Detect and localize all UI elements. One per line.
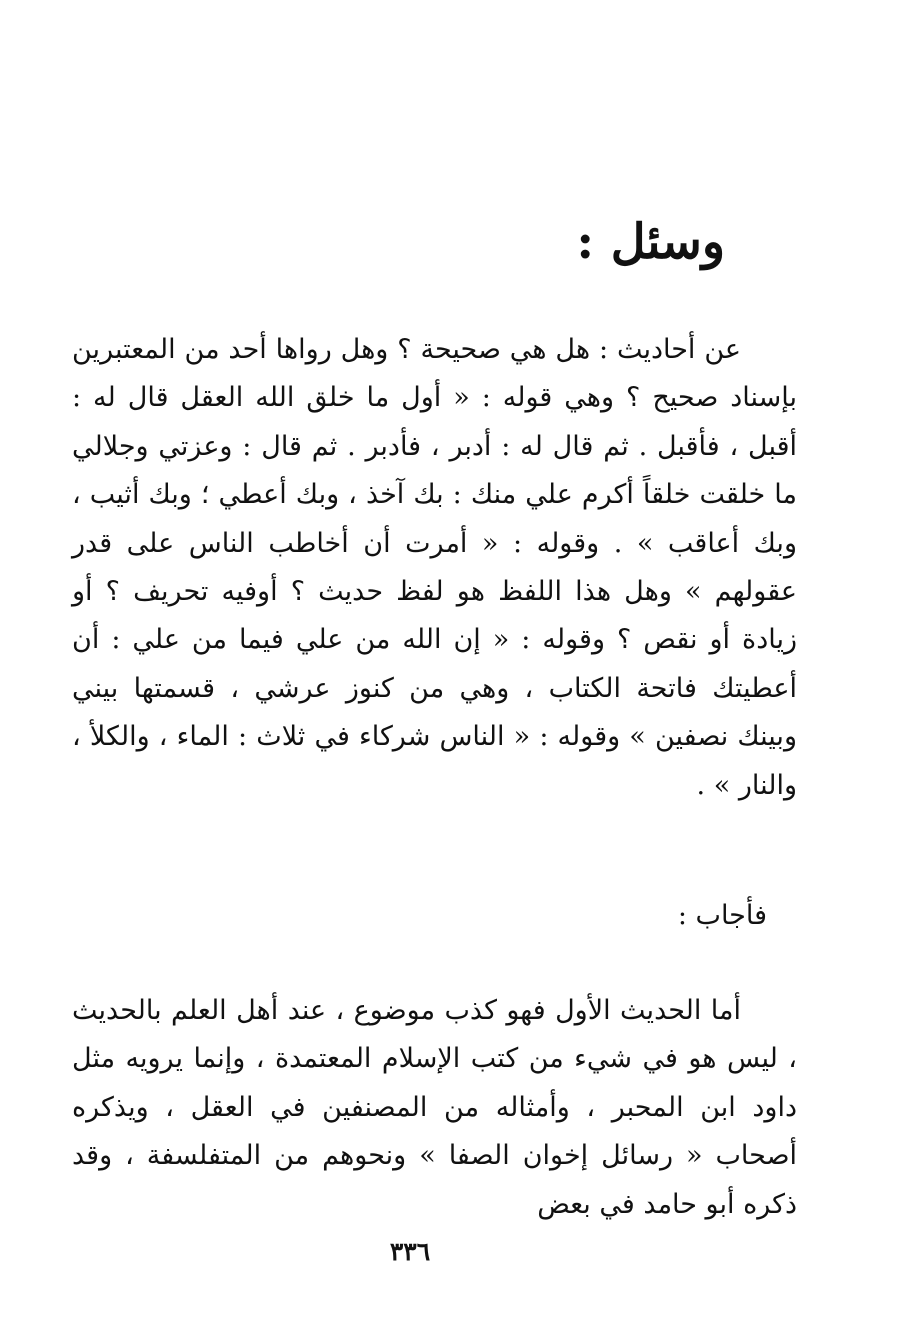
page-number: ٣٣٦ — [389, 1237, 431, 1266]
answer-paragraph: أما الحديث الأول فهو كذب موضوع ، عند أهل العلم بالحديث ، ليس هو في شيء من كتب الإسلام المعتمدة ، وإنما يرويه مثل داود ابن المحبر ، وأمثاله من المصنفين في العقل ، ويذكره أصحاب « رسائل إخوان الصفا » ونحوهم من المتفلسفة ، وقد ذكره أبو حامد في بعض — [72, 995, 797, 1220]
question-paragraph: عن أحاديث : هل هي صحيحة ؟ وهل رواها أحد من المعتبرين بإسناد صحيح ؟ وهي قوله : « أول ما خلق الله العقل قال له : أقبل ، فأقبل . ثم قال له : أدبر ، فأدبر . ثم قال : وعزتي وجلالي ما خلقت خلقاً أكرم علي منك : بك آخذ ، وبك أعطي ؛ وبك أثيب ، وبك أعاقب » . وقوله : « أمرت أن أخاطب الناس على قدر عقولهم » وهل هذا اللفظ هو لفظ حديث ؟ أوفيه تحريف ؟ أو زيادة أو نقص ؟ وقوله : « إن الله من علي فيما من علي : أن أعطيتك فاتحة الكتاب ، وهي من كنوز عرشي ، قسمتها بيني وبينك نصفين » وقوله : « الناس شركاء في ثلاث : الماء ، والكلأ ، والنار » . — [72, 334, 797, 801]
section-heading: وسئل : — [576, 214, 725, 270]
answer-label: فأجاب : — [677, 900, 767, 931]
